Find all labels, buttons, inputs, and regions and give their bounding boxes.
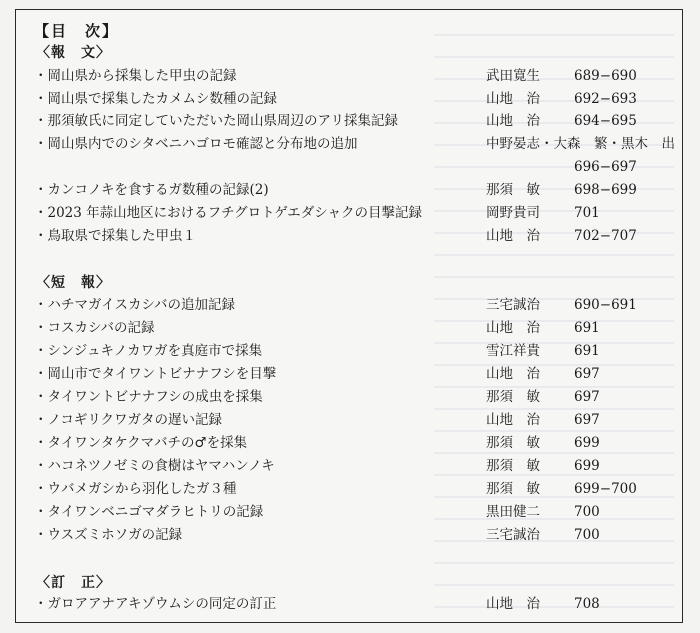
entry-author: 山地 治 [486,366,540,382]
entry-title: ・ウスズミホソガの記録 [34,527,183,543]
entry-title: ・タイワンベニゴマダラヒトリの記録 [34,504,264,520]
entry-title: ・コスカシバの記録 [34,320,155,336]
toc-entry[interactable] [34,501,674,523]
entry-author: 山地 治 [486,113,540,129]
section-heading-papers: 〈報 文〉 [36,45,111,61]
toc-entry[interactable] [34,386,674,408]
entry-pages: 689−690 [574,68,637,84]
toc-entry[interactable] [34,179,674,201]
entry-author: 黒田健二 [486,504,540,520]
entry-pages: 700 [574,527,600,543]
entry-pages: 700 [574,504,600,520]
entry-pages: 702−707 [574,228,637,244]
toc-entry[interactable] [34,432,674,454]
entry-title: ・タイワンタケクマバチの♂を採集 [34,435,248,451]
entry-pages: 699−700 [574,481,637,497]
entry-pages: 691 [574,320,600,336]
entry-pages: 696−697 [574,159,637,175]
entry-title: ・岡山県内でのシタベニハゴロモ確認と分布地の追加 [34,136,358,152]
entry-pages: 697 [574,389,600,405]
toc-entry[interactable] [34,478,674,500]
entry-pages: 699 [574,435,600,451]
entry-title: ・ノコギリクワガタの遅い記録 [34,412,223,428]
entry-author: 山地 治 [486,320,540,336]
toc-entry[interactable] [34,524,674,546]
entry-pages: 708 [574,596,600,612]
entry-pages: 694−695 [574,113,637,129]
entry-pages: 697 [574,412,600,428]
entry-author: 山地 治 [486,91,540,107]
entry-title: ・那須敏氏に同定していただいた岡山県周辺のアリ採集記録 [34,113,398,129]
entry-title: ・カンコノキを食するガ数種の記録(2) [34,182,269,198]
entry-title: ・シンジュキノカワガを真庭市で採集 [34,343,263,359]
entry-pages: 697 [574,366,600,382]
toc-entry[interactable] [34,340,674,362]
toc-entry[interactable] [34,593,674,615]
entry-author: 那須 敏 [486,481,540,497]
toc-entry[interactable] [34,317,674,339]
entry-author: 那須 敏 [486,435,540,451]
entry-author: 中野晏志・大森 繁・黒木 出 [486,136,675,152]
section-heading-errata: 〈訂 正〉 [36,575,111,591]
entry-pages: 698−699 [574,182,637,198]
entry-title: ・岡山県で採集したカメムシ数種の記録 [34,91,277,107]
toc-entry[interactable] [34,88,674,110]
entry-author: 三宅誠治 [486,297,540,313]
toc-entry[interactable] [34,455,674,477]
entry-title: ・ガロアアナアキゾウムシの同定の訂正 [34,596,277,612]
entry-pages: 691 [574,343,600,359]
toc-entry[interactable] [34,294,674,316]
toc-frame [15,9,683,623]
entry-author: 三宅誠治 [486,527,540,543]
entry-title: ・岡山市でタイワントビナナフシを目撃 [34,366,277,382]
entry-title: ・タイワントビナナフシの成虫を採集 [34,389,263,405]
entry-author: 那須 敏 [486,182,540,198]
entry-title: ・ウバメガシから羽化したガ３種 [34,481,237,497]
entry-author: 那須 敏 [486,458,540,474]
entry-pages: 692−693 [574,91,637,107]
toc-entry[interactable] [34,110,674,132]
entry-author: 岡野貴司 [486,205,540,221]
entry-title: ・2023 年蒜山地区におけるフチグロトゲエダシャクの目撃記録 [34,205,423,221]
entry-author: 雪江祥貴 [486,343,540,359]
entry-author: 武田寛生 [486,68,540,84]
entry-author: 那須 敏 [486,389,540,405]
entry-author: 山地 治 [486,596,540,612]
entry-pages: 701 [574,205,600,221]
section-heading-notes: 〈短 報〉 [36,275,111,291]
toc-entry[interactable] [34,133,674,155]
entry-title: ・ハチマガイスカシバの追加記録 [34,297,236,313]
entry-title: ・ハコネツノゼミの食樹はヤマハンノキ [34,458,275,474]
toc-entry[interactable] [34,65,674,87]
entry-author: 山地 治 [486,228,540,244]
entry-pages: 690−691 [574,297,637,313]
toc-entry[interactable] [34,202,674,224]
entry-author: 山地 治 [486,412,540,428]
toc-entry[interactable] [34,363,674,385]
toc-entry[interactable] [34,409,674,431]
entry-pages: 699 [574,458,600,474]
toc-entry[interactable] [34,225,674,247]
entry-title: ・岡山県から採集した甲虫の記録 [34,68,237,84]
entry-title: ・鳥取県で採集した甲虫１ [34,228,196,244]
toc-title: 【目 次】 [34,22,120,40]
